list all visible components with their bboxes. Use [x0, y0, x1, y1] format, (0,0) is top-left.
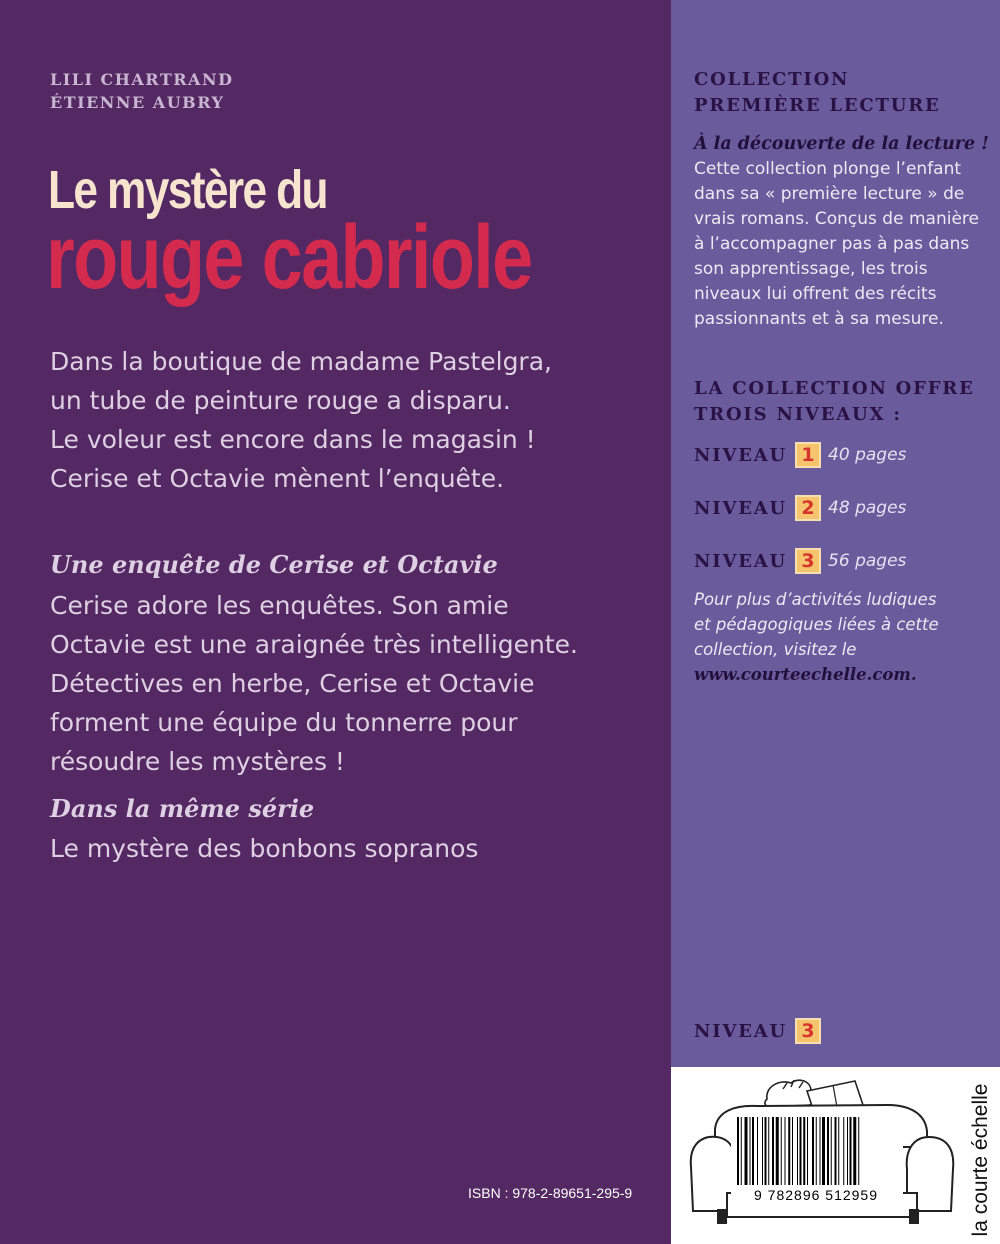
- same-series-title: Le mystère des bonbons sopranos: [50, 834, 479, 863]
- level-1-pages: 40 pages: [828, 445, 907, 465]
- barcode-bar: [762, 1117, 763, 1185]
- book-title-line1: Le mystère du: [48, 160, 327, 220]
- description-line: son apprentissage, les trois: [694, 259, 928, 279]
- activities-line: collection, visitez le: [694, 640, 857, 659]
- series-description: [50, 586, 578, 781]
- barcode-bar: [765, 1117, 767, 1185]
- barcode-bar: [853, 1117, 856, 1185]
- book-level-label: NIVEAU: [694, 1020, 788, 1042]
- barcode-bar: [820, 1117, 821, 1185]
- summary-line: un tube de peinture rouge a disparu.: [50, 386, 511, 415]
- same-series-heading: Dans la même série: [50, 794, 315, 823]
- level-label: NIVEAU: [694, 550, 788, 572]
- sofa-barcode-illustration: [687, 1075, 957, 1237]
- series-heading: Une enquête de Cerise et Octavie: [50, 550, 498, 579]
- series-line: Cerise adore les enquêtes. Son amie: [50, 591, 509, 620]
- description-line: vrais romans. Conçus de manière: [694, 209, 979, 229]
- collection-tagline: À la découverte de la lecture !: [694, 134, 989, 154]
- barcode-bar: [750, 1117, 751, 1185]
- series-line: résoudre les mystères !: [50, 747, 345, 776]
- barcode-bar: [741, 1117, 742, 1185]
- levels-heading-line: TROIS NIVEAUX :: [694, 404, 902, 425]
- level-3-pages: 56 pages: [828, 551, 907, 571]
- level-1-row: [694, 440, 906, 470]
- series-line: Octavie est une araignée très intelligente.: [50, 630, 578, 659]
- sofa-foot: [717, 1209, 727, 1224]
- description-line: passionnants et à sa mesure.: [694, 309, 944, 329]
- barcode-number: 9 782896 512959: [754, 1187, 878, 1203]
- barcode-bar: [737, 1117, 739, 1185]
- levels-heading-line: LA COLLECTION OFFRE: [694, 378, 975, 399]
- barcode-bar: [827, 1117, 829, 1185]
- summary-line: Le voleur est encore dans le magasin !: [50, 425, 536, 454]
- level-2-pages: 48 pages: [828, 498, 907, 518]
- level-label: NIVEAU: [694, 497, 788, 519]
- illustrator-name: ÉTIENNE AUBRY: [50, 93, 225, 112]
- barcode-bar: [752, 1117, 754, 1185]
- barcode-bar: [807, 1117, 808, 1185]
- collection-heading-line: PREMIÈRE LECTURE: [694, 95, 941, 116]
- barcode-bar: [858, 1117, 859, 1185]
- website-link[interactable]: www.courteechelle.com.: [694, 665, 917, 684]
- barcode-bar: [797, 1117, 798, 1185]
- sofa-foot: [909, 1209, 919, 1224]
- level-label: NIVEAU: [694, 444, 788, 466]
- author-name: LILI CHARTRAND: [50, 70, 234, 89]
- barcode-bar: [785, 1117, 786, 1185]
- barcode-bar: [847, 1117, 848, 1185]
- barcode-bar: [745, 1117, 748, 1185]
- description-line: Cette collection plonge l’enfant: [694, 159, 962, 179]
- barcode-bar: [850, 1117, 852, 1185]
- same-series-book: [50, 829, 478, 868]
- publisher-logo: la courte échelle: [969, 1083, 992, 1237]
- summary: [50, 342, 552, 498]
- description-line: dans sa « première lecture » de: [694, 184, 965, 204]
- level-3-row: [694, 546, 906, 576]
- activities-line: Pour plus d’activités ludiques: [694, 590, 937, 609]
- barcode-bar: [812, 1117, 814, 1185]
- series-line: forment une équipe du tonnerre pour: [50, 708, 518, 737]
- collection-heading-line: COLLECTION: [694, 69, 850, 90]
- barcode-bar: [816, 1117, 817, 1185]
- barcode-bar: [757, 1117, 758, 1185]
- barcode-bar: [800, 1117, 802, 1185]
- barcode-bar: [781, 1117, 782, 1185]
- barcode-bar: [835, 1117, 837, 1185]
- collection-description: [694, 157, 979, 332]
- series-line: Détectives en herbe, Cerise et Octavie: [50, 669, 535, 698]
- collection-heading: [694, 67, 941, 119]
- level-2-badge: 2: [795, 495, 821, 521]
- barcode-bar: [788, 1117, 790, 1185]
- barcode-bar: [831, 1117, 832, 1185]
- levels-heading: [694, 376, 975, 428]
- summary-line: Cerise et Octavie mènent l’enquête.: [50, 464, 505, 493]
- barcode-bar: [792, 1117, 793, 1185]
- barcode-bar: [772, 1117, 774, 1185]
- barcode-bar: [822, 1117, 825, 1185]
- description-line: niveaux lui offrent des récits: [694, 284, 937, 304]
- barcode-bar: [768, 1117, 769, 1185]
- barcode-bar: [838, 1117, 839, 1185]
- isbn-text: ISBN : 978-2-89651-295-9: [468, 1185, 633, 1201]
- level-2-row: [694, 493, 906, 523]
- barcode-bar: [776, 1117, 779, 1185]
- activities-line: et pédagogiques liées à cette: [694, 615, 939, 634]
- book-title-line2: rouge cabriole: [46, 208, 532, 308]
- summary-line: Dans la boutique de madame Pastelgra,: [50, 347, 552, 376]
- barcode-bar: [803, 1117, 805, 1185]
- barcode-bar: [843, 1117, 844, 1185]
- sofa-illustration-icon: [687, 1075, 957, 1237]
- authors: [50, 68, 233, 114]
- activities-note: [694, 587, 939, 687]
- book-level-row: [694, 1016, 821, 1046]
- description-line: à l’accompagner pas à pas dans: [694, 234, 970, 254]
- book-level-badge: 3: [795, 1018, 821, 1044]
- level-1-badge: 1: [795, 442, 821, 468]
- level-3-badge: 3: [795, 548, 821, 574]
